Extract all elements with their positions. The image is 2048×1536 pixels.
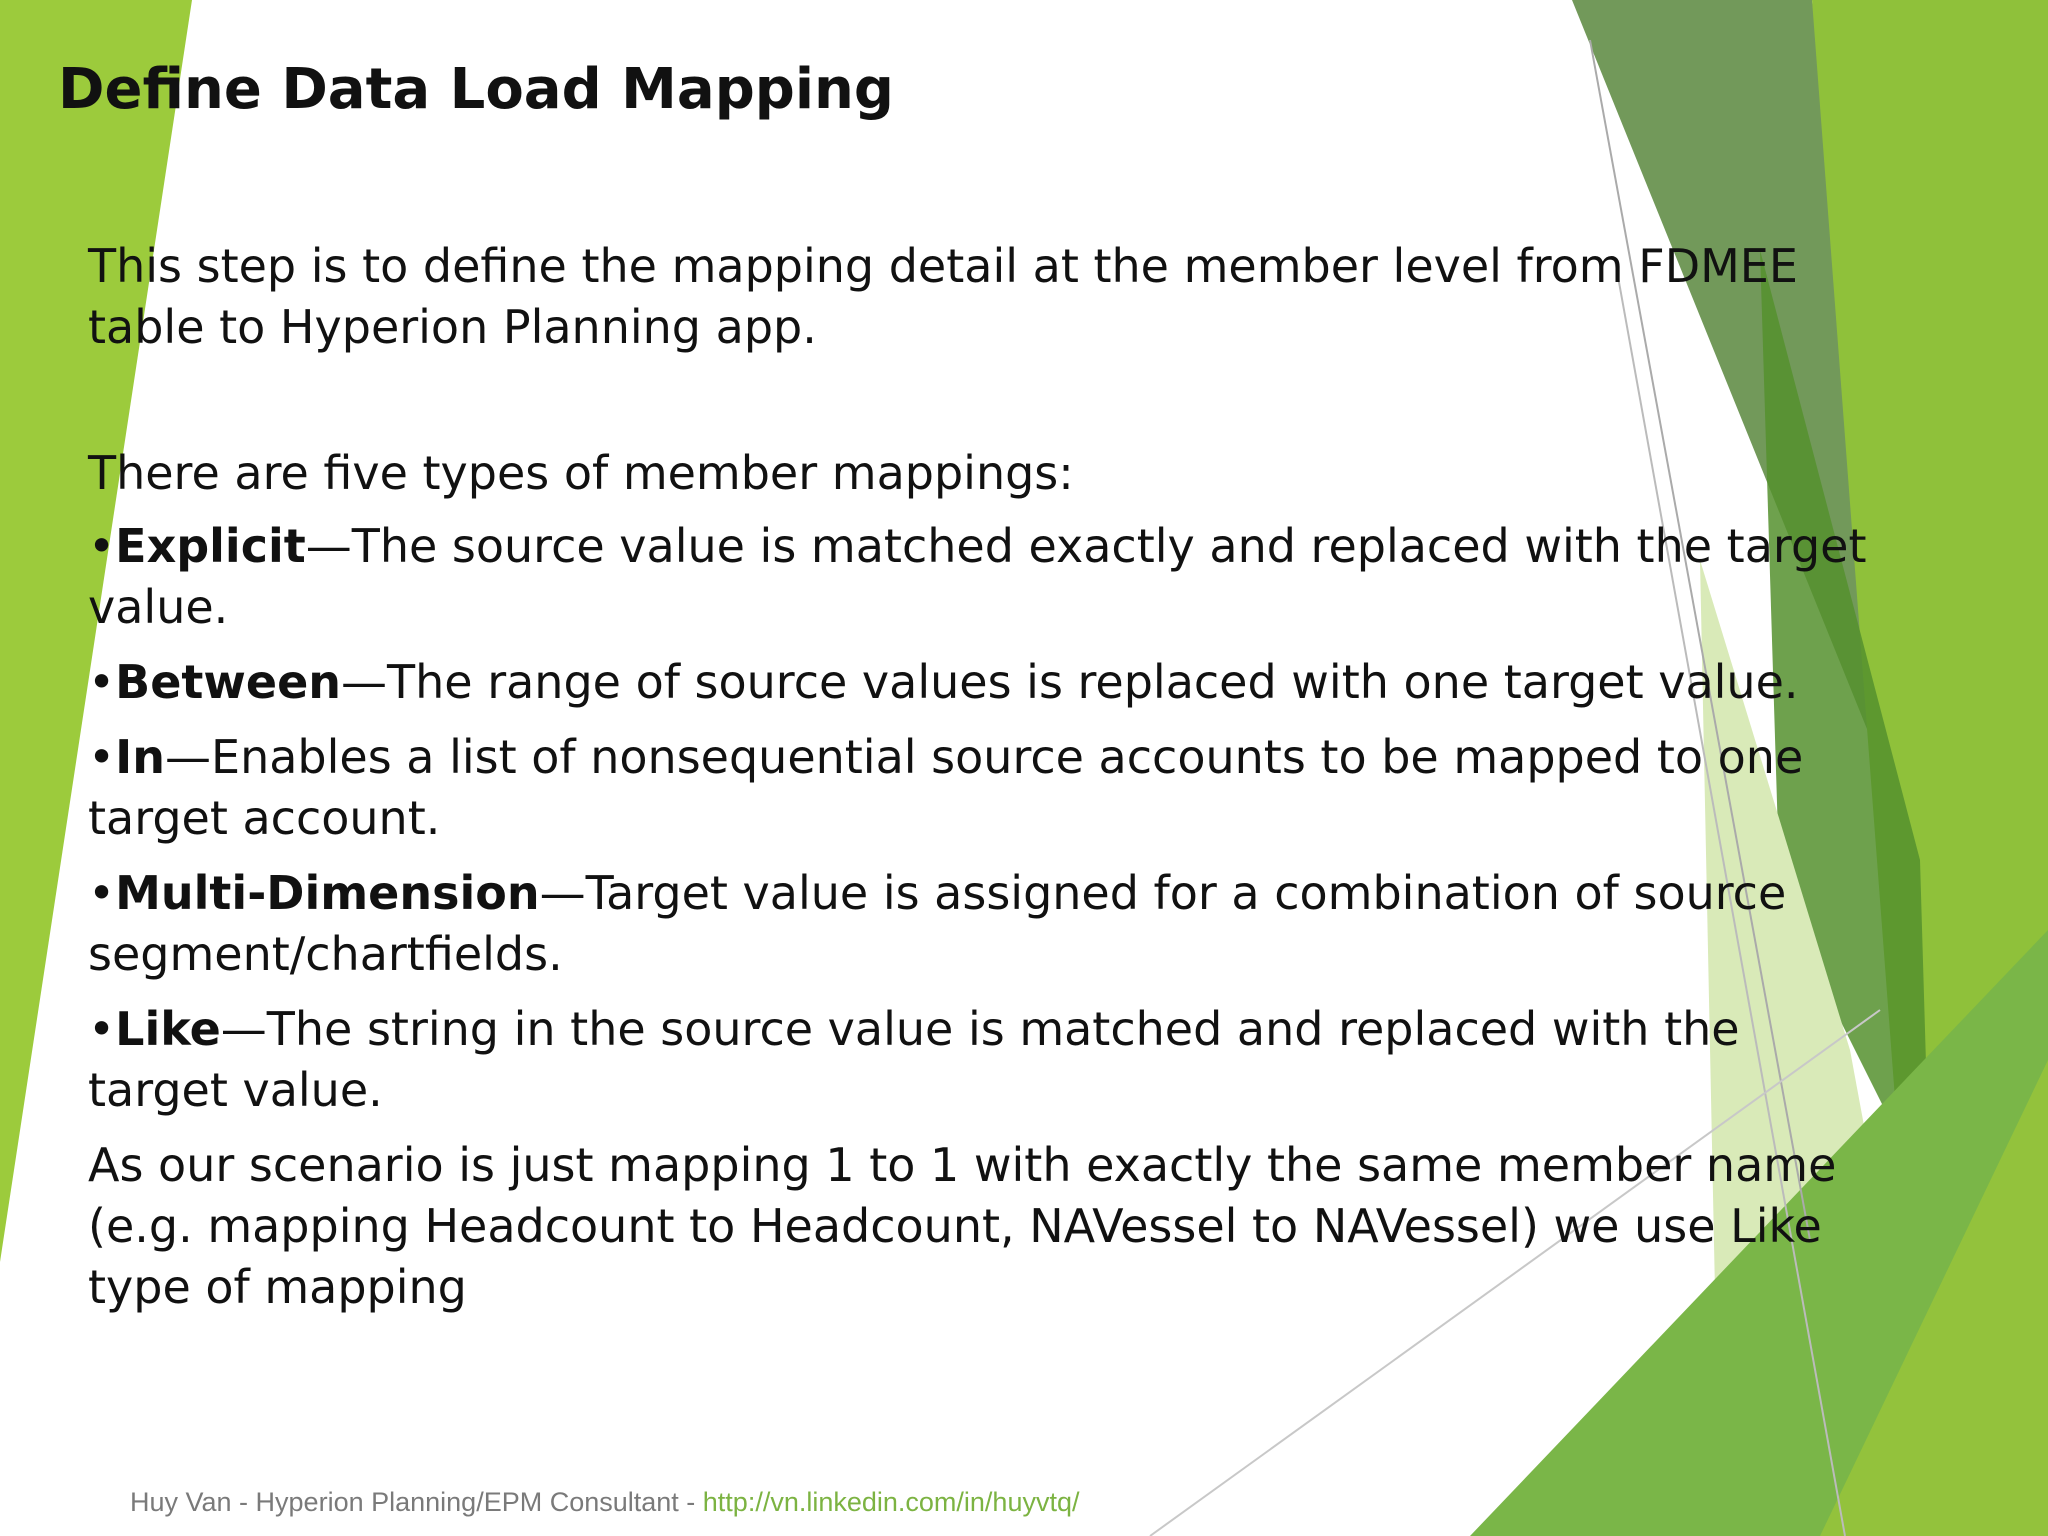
footer-author: Huy Van - Hyperion Planning/EPM Consultant - (130, 1487, 703, 1517)
bullet: • (88, 866, 116, 920)
mapping-type-description: The range of source values is replaced with one target value. (387, 655, 1799, 709)
footer-linkedin-link[interactable]: http://vn.linkedin.com/in/huyvtq/ (702, 1487, 1080, 1517)
slide-body (88, 236, 1888, 1318)
em-dash: — (305, 519, 352, 573)
mapping-type-term: Like (115, 1002, 221, 1056)
mapping-type-description: The source value is matched exactly and replaced with the target value. (88, 519, 1867, 634)
mapping-type-item (88, 863, 1888, 985)
mapping-type-term: Between (115, 655, 342, 709)
mapping-type-description: The string in the source value is matched and replaced with the target value. (88, 1002, 1740, 1117)
mapping-type-term: In (115, 730, 166, 784)
mapping-type-item (88, 516, 1888, 638)
em-dash: — (165, 730, 212, 784)
mapping-type-item (88, 727, 1888, 849)
bullet: • (88, 1002, 116, 1056)
em-dash: — (220, 1002, 267, 1056)
mapping-type-term: Explicit (115, 519, 306, 573)
mapping-type-term: Multi-Dimension (115, 866, 540, 920)
mapping-type-description: Enables a list of nonsequential source accounts to be mapped to one target account. (88, 730, 1804, 845)
slide-title: Define Data Load Mapping (58, 57, 895, 122)
em-dash: — (539, 866, 586, 920)
mapping-type-item (88, 652, 1888, 713)
bullet: • (88, 519, 116, 573)
em-dash: — (341, 655, 388, 709)
bullet: • (88, 730, 116, 784)
mapping-types-lead: There are five types of member mappings: (88, 446, 1074, 500)
slide-footer (130, 1486, 1079, 1518)
conclusion-paragraph: As our scenario is just mapping 1 to 1 with exactly the same member name (e.g. mapping Headcount to Headcount, NAVessel to NAVessel) we use Like type of mapping (88, 1138, 1837, 1314)
bullet: • (88, 655, 116, 709)
intro-paragraph: This step is to define the mapping detail at the member level from FDMEE table to Hyperion Planning app. (88, 239, 1798, 354)
mapping-type-item (88, 999, 1888, 1121)
mapping-type-description: Target value is assigned for a combination of source segment/chartfields. (88, 866, 1787, 981)
